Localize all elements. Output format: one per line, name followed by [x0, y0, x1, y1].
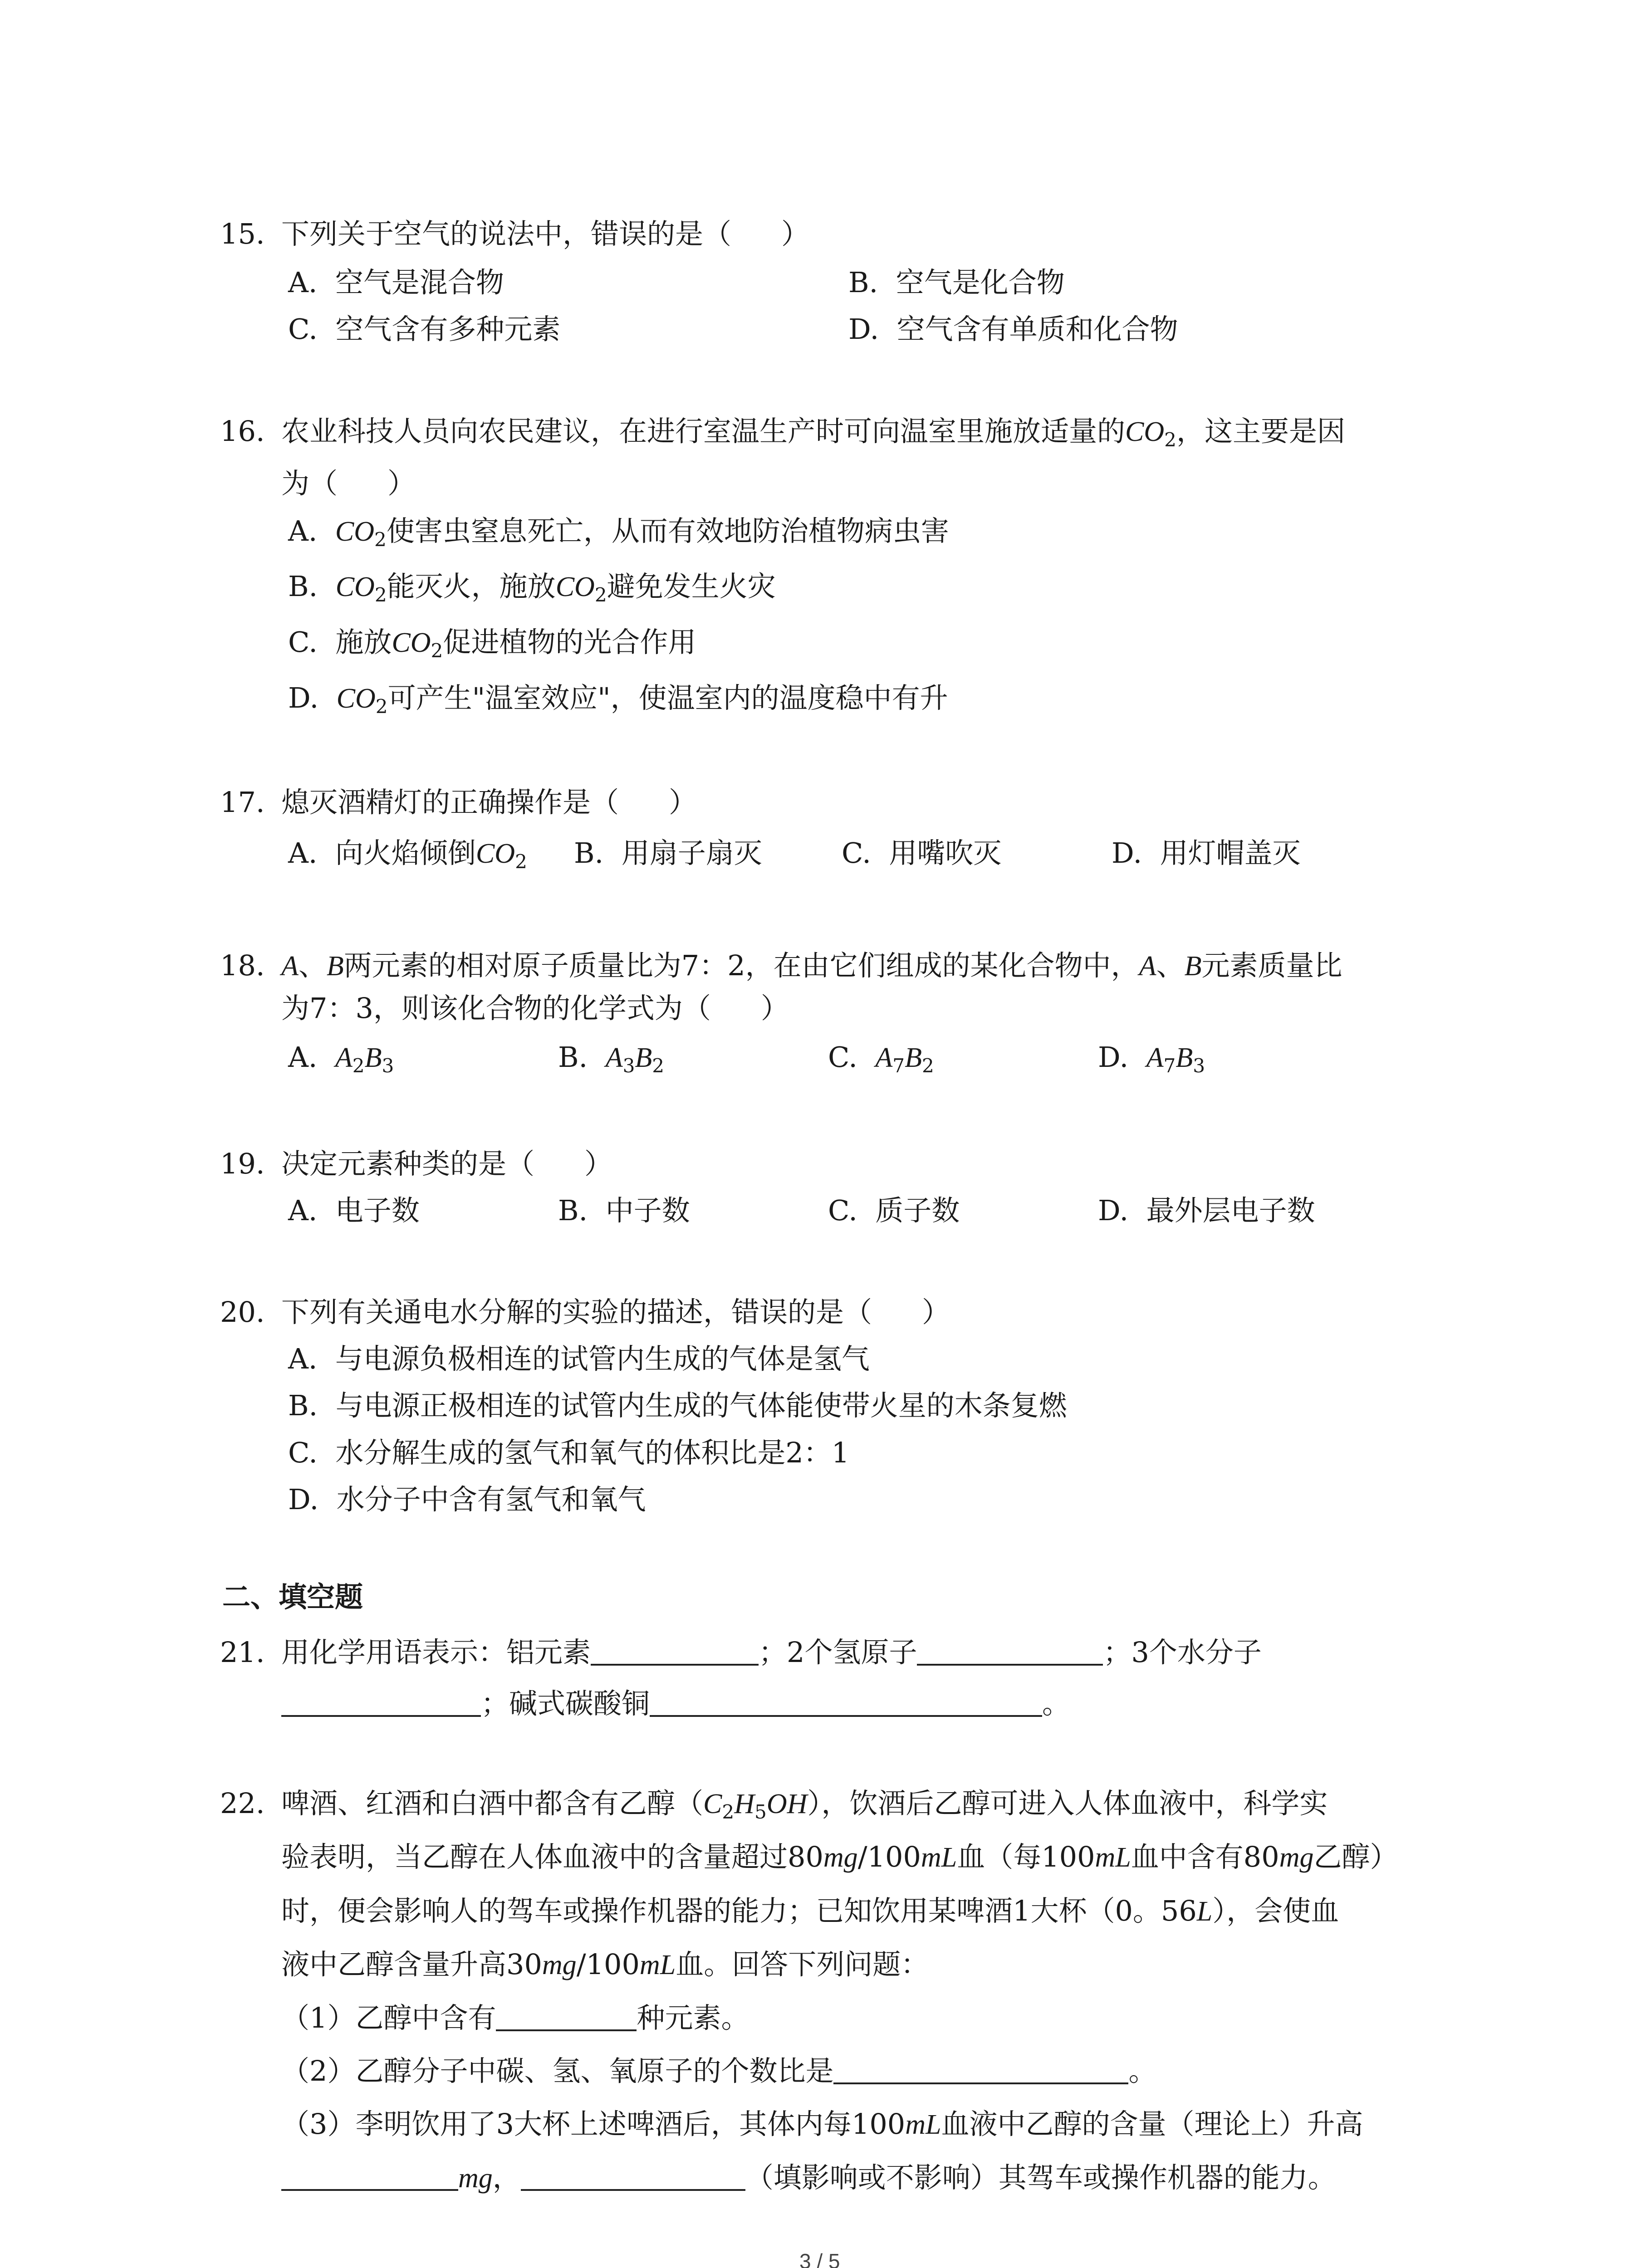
q16-number: 16. [220, 415, 265, 448]
q18-option-c: C. $A_7B_2$ [828, 1041, 934, 1077]
q18-stem-line2: 为7：3，则该化合物的化学式为（ ） [281, 992, 789, 1025]
q16-option-c: C. 施放$CO_2$促进植物的光合作用 [288, 626, 696, 662]
q18-option-d: D. $A_7B_3$ [1098, 1041, 1205, 1077]
q16-option-b: B. $CO_2$能灭火，施放$CO_2$避免发生火灾 [288, 570, 776, 606]
q22-sub1: （1）乙醇中含有 种元素。 [281, 2001, 749, 2034]
q22-line1: 啤酒、红酒和白酒中都含有乙醇$(C_2H_5OH)$，饮酒后乙醇可进入人体血液中，科学实 [281, 1787, 1328, 1823]
q16-option-a: A. $CO_2$使害虫窒息死亡，从而有效地防治植物病虫害 [288, 514, 949, 551]
q17-stem: 熄灭酒精灯的正确操作是（ ） [281, 786, 697, 819]
q15-option-a: A. 空气是混合物 [288, 266, 504, 299]
q15-option-d: D. 空气含有单质和化合物 [848, 313, 1178, 346]
q16-stem-line1: 农业科技人员向农民建议，在进行室温生产时可向温室里施放适量的$CO_2$，这主要是因 [281, 415, 1345, 451]
q22-blank-atom-ratio[interactable] [833, 2078, 1128, 2084]
q15-option-c: C. 空气含有多种元素 [288, 313, 561, 346]
q19-option-c: C. 质子数 [828, 1194, 960, 1227]
q22-sub3: （3）李明饮用了3大杯上述啤酒后，其体内每100mL血液中乙醇的含量（理论上）升高 [281, 2107, 1363, 2141]
q19-option-b: B. 中子数 [558, 1194, 690, 1227]
q15-stem: 下列关于空气的说法中，错误的是（ ） [281, 217, 810, 250]
q21-number: 21. [220, 1636, 265, 1669]
q22-sub2: （2）乙醇分子中碳、氢、氧原子的个数比是 。 [281, 2054, 1157, 2087]
q16-stem-line2: 为（ ） [281, 467, 416, 500]
q22-line3: 时，便会影响人的驾车或操作机器的能力；已知饮用某啤酒1大杯（0。56L），会使血 [281, 1894, 1339, 1927]
section-title: 二、填空题 [222, 1580, 363, 1613]
q22-blank-element-count[interactable] [496, 2025, 637, 2031]
q20-option-c: C. 水分解生成的氢气和氧气的体积比是2：1 [288, 1436, 850, 1469]
q17-option-c: C. 用嘴吹灭 [842, 836, 1002, 870]
q15-number: 15. [220, 217, 265, 250]
q17-number: 17. [220, 786, 265, 819]
q18-option-b: B. $A_3B_2$ [558, 1041, 665, 1077]
q22-number: 22. [220, 1787, 265, 1820]
q22-line4: 液中乙醇含量升高30mg/100mL血。回答下列问题： [281, 1948, 929, 1981]
q20-option-b: B. 与电源正极相连的试管内生成的气体能使带火星的木条复燃 [288, 1389, 1067, 1422]
q19-option-d: D. 最外层电子数 [1098, 1194, 1315, 1227]
q21-line1: 用化学用语表示：铝元素 ；2个氢原子 ；3个水分子 [281, 1636, 1262, 1669]
q19-stem: 决定元素种类的是（ ） [281, 1147, 613, 1180]
q18-number: 18. [220, 949, 265, 982]
q15-option-b: B. 空气是化合物 [848, 266, 1065, 299]
q19-number: 19. [220, 1147, 265, 1180]
q20-number: 20. [220, 1295, 265, 1329]
q19-option-a: A. 电子数 [288, 1194, 420, 1227]
q21-blank-water-molecules[interactable] [281, 1711, 481, 1717]
q20-option-a: A. 与电源负极相连的试管内生成的气体是氢气 [288, 1342, 870, 1375]
q18-option-a: A. $A_2B_3$ [288, 1041, 394, 1077]
q21-blank-basic-copper-carbonate[interactable] [650, 1711, 1042, 1717]
q21-line2: ；碱式碳酸铜 。 [281, 1690, 1070, 1718]
q16-option-d: D. $CO_2$可产生"温室效应"，使温室内的温度稳中有升 [288, 681, 948, 718]
q17-option-d: D. 用灯帽盖灭 [1112, 836, 1301, 870]
q22-blank-affect[interactable] [521, 2185, 745, 2191]
q18-stem-line1: A、B两元素的相对原子质量比为7：2，在由它们组成的某化合物中，A、B元素质量比 [281, 949, 1342, 982]
q22-line2: 验表明，当乙醇在人体血液中的含量超过80mg/100mL血（每100mL血中含有80mg乙醇） [281, 1840, 1398, 1873]
q22-blank-increase-mg[interactable] [281, 2185, 458, 2191]
q17-option-b: B. 用扇子扇灭 [574, 836, 762, 870]
page-number: 3 / 5 [799, 2249, 840, 2268]
q21-blank-hydrogen-atoms[interactable] [917, 1659, 1103, 1666]
q22-sub3-line2: mg， （填影响或不影响）其驾车或操作机器的能力。 [281, 2164, 1336, 2192]
q21-blank-aluminum[interactable] [591, 1659, 759, 1666]
q20-option-d: D. 水分子中含有氢气和氧气 [288, 1483, 646, 1516]
q20-stem: 下列有关通电水分解的实验的描述，错误的是（ ） [281, 1295, 950, 1329]
q17-option-a: A. 向火焰倾倒$CO_2$ [288, 836, 527, 873]
